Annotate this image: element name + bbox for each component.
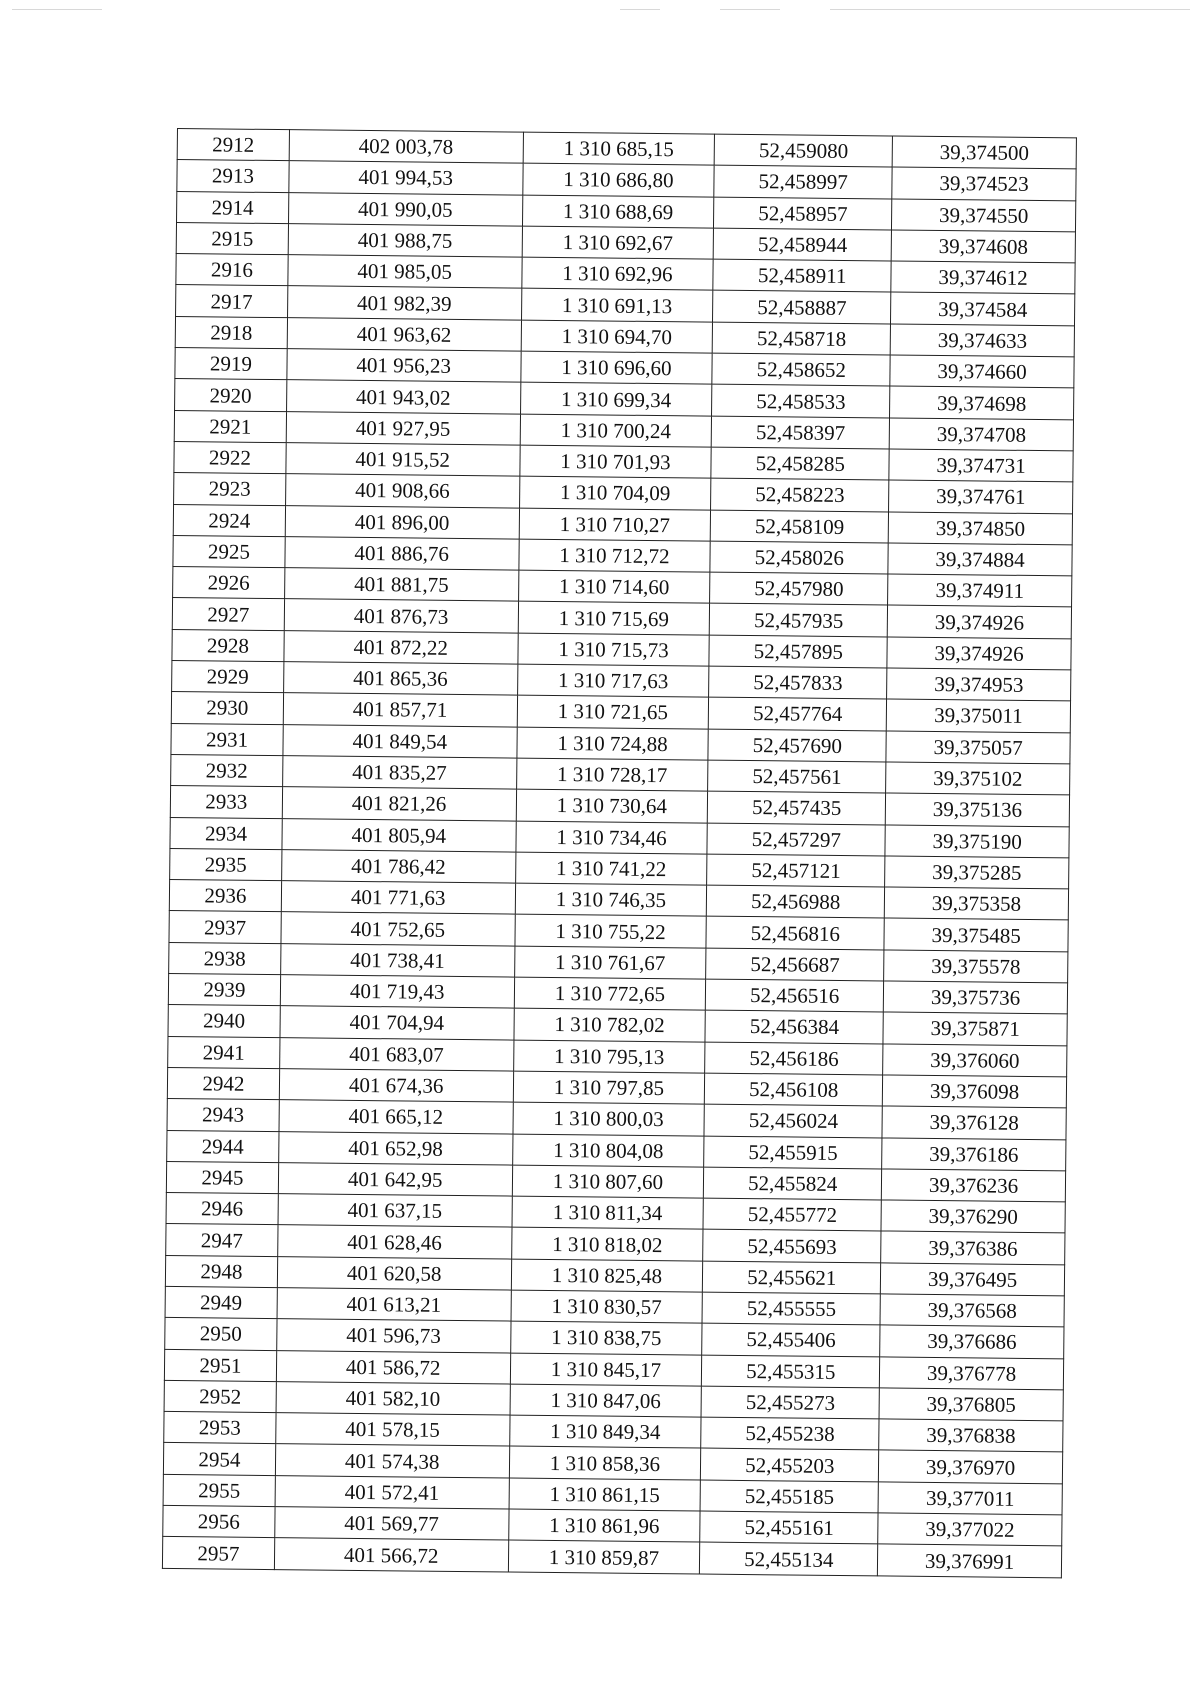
y-coordinate-cell: 1 310 746,35 [515,883,707,916]
longitude-cell: 39,375485 [884,918,1068,951]
point-number-cell: 2957 [162,1537,274,1569]
y-coordinate-cell: 1 310 692,67 [522,226,714,259]
x-coordinate-cell: 401 943,02 [286,380,520,414]
x-coordinate-cell: 401 674,36 [279,1069,513,1103]
x-coordinate-cell: 401 578,15 [276,1413,510,1447]
scan-artifact [830,9,1190,10]
point-number-cell: 2949 [165,1286,277,1318]
latitude-cell: 52,455915 [704,1136,882,1169]
latitude-cell: 52,458887 [713,291,891,324]
point-number-cell: 2926 [173,567,285,599]
latitude-cell: 52,457980 [710,572,888,605]
latitude-cell: 52,455824 [704,1167,882,1200]
point-number-cell: 2940 [168,1005,280,1037]
x-coordinate-cell: 402 003,78 [289,130,523,164]
x-coordinate-cell: 401 915,52 [286,443,520,477]
y-coordinate-cell: 1 310 755,22 [515,915,707,948]
x-coordinate-cell: 401 628,46 [278,1225,512,1259]
latitude-cell: 52,455406 [702,1323,880,1356]
y-coordinate-cell: 1 310 859,87 [508,1540,700,1573]
longitude-cell: 39,374698 [890,386,1074,419]
x-coordinate-cell: 401 849,54 [283,724,517,758]
longitude-cell: 39,375190 [885,824,1069,857]
latitude-cell: 52,455315 [702,1355,880,1388]
latitude-cell: 52,458533 [712,384,890,417]
y-coordinate-cell: 1 310 692,96 [521,257,713,290]
longitude-cell: 39,374911 [888,574,1072,607]
longitude-cell: 39,375358 [884,887,1068,920]
y-coordinate-cell: 1 310 861,15 [509,1478,701,1511]
point-number-cell: 2946 [166,1193,278,1225]
longitude-cell: 39,376236 [881,1169,1065,1202]
point-number-cell: 2914 [177,191,289,223]
x-coordinate-cell: 401 857,71 [283,693,517,727]
x-coordinate-cell: 401 574,38 [275,1444,509,1478]
latitude-cell: 52,458109 [711,510,889,543]
y-coordinate-cell: 1 310 838,75 [510,1321,702,1354]
y-coordinate-cell: 1 310 741,22 [515,852,707,885]
longitude-cell: 39,376186 [882,1137,1066,1170]
longitude-cell: 39,375136 [885,793,1069,826]
scan-artifact [620,9,660,10]
longitude-cell: 39,376991 [878,1544,1062,1577]
latitude-cell: 52,458957 [714,197,892,230]
y-coordinate-cell: 1 310 845,17 [510,1353,702,1386]
point-number-cell: 2937 [169,911,281,943]
longitude-cell: 39,376290 [881,1200,1065,1233]
point-number-cell: 2931 [171,723,283,755]
longitude-cell: 39,376686 [880,1325,1064,1358]
latitude-cell: 52,458652 [712,353,890,386]
latitude-cell: 52,457297 [707,823,885,856]
longitude-cell: 39,374612 [891,261,1075,294]
longitude-cell: 39,376970 [879,1450,1063,1483]
point-number-cell: 2939 [168,973,280,1005]
y-coordinate-cell: 1 310 691,13 [521,289,713,322]
longitude-cell: 39,374884 [888,543,1072,576]
point-number-cell: 2925 [173,535,285,567]
y-coordinate-cell: 1 310 715,69 [518,602,710,635]
latitude-cell: 52,458718 [713,322,891,355]
x-coordinate-cell: 401 908,66 [285,474,519,508]
point-number-cell: 2922 [174,441,286,473]
longitude-cell: 39,376778 [880,1357,1064,1390]
y-coordinate-cell: 1 310 715,73 [517,633,709,666]
latitude-cell: 52,457435 [708,791,886,824]
y-coordinate-cell: 1 310 804,08 [512,1134,704,1167]
x-coordinate-cell: 401 927,95 [286,411,520,445]
latitude-cell: 52,455273 [701,1386,879,1419]
longitude-cell: 39,374633 [890,324,1074,357]
y-coordinate-cell: 1 310 701,93 [519,445,711,478]
latitude-cell: 52,458997 [714,165,892,198]
y-coordinate-cell: 1 310 772,65 [514,977,706,1010]
longitude-cell: 39,376568 [880,1294,1064,1327]
x-coordinate-cell: 401 963,62 [287,317,521,351]
y-coordinate-cell: 1 310 724,88 [516,727,708,760]
longitude-cell: 39,374608 [891,230,1075,263]
y-coordinate-cell: 1 310 795,13 [513,1040,705,1073]
point-number-cell: 2956 [163,1505,275,1537]
latitude-cell: 52,458285 [711,447,889,480]
y-coordinate-cell: 1 310 721,65 [517,695,709,728]
y-coordinate-cell: 1 310 694,70 [521,320,713,353]
longitude-cell: 39,374523 [892,167,1076,200]
latitude-cell: 52,455621 [703,1261,881,1294]
point-number-cell: 2941 [168,1036,280,1068]
latitude-cell: 52,457935 [710,604,888,637]
y-coordinate-cell: 1 310 849,34 [509,1415,701,1448]
latitude-cell: 52,455203 [701,1449,879,1482]
point-number-cell: 2950 [165,1318,277,1350]
coordinates-table [162,128,1077,1578]
y-coordinate-cell: 1 310 825,48 [511,1259,703,1292]
longitude-cell: 39,376386 [881,1231,1065,1264]
longitude-cell: 39,377011 [878,1482,1062,1515]
longitude-cell: 39,375871 [883,1012,1067,1045]
x-coordinate-cell: 401 786,42 [281,849,515,883]
longitude-cell: 39,375057 [886,731,1070,764]
x-coordinate-cell: 401 596,73 [277,1319,511,1353]
x-coordinate-cell: 401 771,63 [281,881,515,915]
x-coordinate-cell: 401 582,10 [276,1381,510,1415]
longitude-cell: 39,376838 [879,1419,1063,1452]
x-coordinate-cell: 401 586,72 [276,1350,510,1384]
longitude-cell: 39,375736 [883,981,1067,1014]
latitude-cell: 52,458223 [711,478,889,511]
y-coordinate-cell: 1 310 710,27 [519,508,711,541]
longitude-cell: 39,375011 [886,699,1070,732]
y-coordinate-cell: 1 310 807,60 [512,1165,704,1198]
y-coordinate-cell: 1 310 811,34 [512,1196,704,1229]
x-coordinate-cell: 401 637,15 [278,1194,512,1228]
point-number-cell: 2928 [172,629,284,661]
x-coordinate-cell: 401 994,53 [289,161,523,195]
y-coordinate-cell: 1 310 700,24 [520,414,712,447]
x-coordinate-cell: 401 990,05 [288,192,522,226]
point-number-cell: 2932 [171,754,283,786]
x-coordinate-cell: 401 642,95 [278,1162,512,1196]
latitude-cell: 52,457121 [707,854,885,887]
latitude-cell: 52,458026 [710,541,888,574]
point-number-cell: 2935 [170,848,282,880]
longitude-cell: 39,374850 [888,512,1072,545]
latitude-cell: 52,459080 [714,134,892,167]
point-number-cell: 2952 [164,1380,276,1412]
point-number-cell: 2947 [166,1224,278,1256]
y-coordinate-cell: 1 310 688,69 [522,195,714,228]
x-coordinate-cell: 401 886,76 [285,537,519,571]
latitude-cell: 52,456687 [706,948,884,981]
point-number-cell: 2953 [164,1412,276,1444]
y-coordinate-cell: 1 310 734,46 [515,821,707,854]
x-coordinate-cell: 401 620,58 [277,1256,511,1290]
x-coordinate-cell: 401 719,43 [280,975,514,1009]
point-number-cell: 2915 [176,222,288,254]
x-coordinate-cell: 401 896,00 [285,505,519,539]
y-coordinate-cell: 1 310 686,80 [522,163,714,196]
point-number-cell: 2929 [172,661,284,693]
point-number-cell: 2936 [169,880,281,912]
longitude-cell: 39,374584 [891,292,1075,325]
latitude-cell: 52,455185 [700,1480,878,1513]
x-coordinate-cell: 401 988,75 [288,224,522,258]
x-coordinate-cell: 401 835,27 [282,756,516,790]
latitude-cell: 52,456186 [705,1042,883,1075]
point-number-cell: 2924 [173,504,285,536]
longitude-cell: 39,374926 [887,637,1071,670]
x-coordinate-cell: 401 985,05 [288,255,522,289]
latitude-cell: 52,457690 [708,729,886,762]
y-coordinate-cell: 1 310 714,60 [518,570,710,603]
y-coordinate-cell: 1 310 858,36 [509,1447,701,1480]
point-number-cell: 2921 [174,410,286,442]
y-coordinate-cell: 1 310 728,17 [516,758,708,791]
x-coordinate-cell: 401 683,07 [280,1037,514,1071]
y-coordinate-cell: 1 310 712,72 [518,539,710,572]
x-coordinate-cell: 401 738,41 [280,943,514,977]
x-coordinate-cell: 401 876,73 [284,599,518,633]
point-number-cell: 2954 [163,1443,275,1475]
point-number-cell: 2948 [165,1255,277,1287]
latitude-cell: 52,457895 [709,635,887,668]
point-number-cell: 2912 [177,129,289,161]
x-coordinate-cell: 401 956,23 [287,349,521,383]
x-coordinate-cell: 401 569,77 [275,1507,509,1541]
latitude-cell: 52,455772 [703,1198,881,1231]
x-coordinate-cell: 401 665,12 [279,1100,513,1134]
y-coordinate-cell: 1 310 847,06 [510,1384,702,1417]
x-coordinate-cell: 401 613,21 [277,1288,511,1322]
latitude-cell: 52,458911 [713,259,891,292]
x-coordinate-cell: 401 865,36 [283,662,517,696]
point-number-cell: 2938 [169,942,281,974]
point-number-cell: 2942 [167,1067,279,1099]
y-coordinate-cell: 1 310 699,34 [520,382,712,415]
x-coordinate-cell: 401 982,39 [287,286,521,320]
latitude-cell: 52,456024 [704,1104,882,1137]
longitude-cell: 39,374500 [892,136,1076,169]
longitude-cell: 39,376805 [879,1388,1063,1421]
longitude-cell: 39,377022 [878,1513,1062,1546]
longitude-cell: 39,376495 [881,1263,1065,1296]
x-coordinate-cell: 401 805,94 [282,818,516,852]
x-coordinate-cell: 401 704,94 [280,1006,514,1040]
latitude-cell: 52,455161 [700,1511,878,1544]
longitude-cell: 39,375285 [885,856,1069,889]
x-coordinate-cell: 401 652,98 [279,1131,513,1165]
longitude-cell: 39,376128 [882,1106,1066,1139]
x-coordinate-cell: 401 752,65 [281,912,515,946]
latitude-cell: 52,456816 [706,917,884,950]
point-number-cell: 2944 [167,1130,279,1162]
longitude-cell: 39,374550 [892,199,1076,232]
x-coordinate-cell: 401 872,22 [284,630,518,664]
longitude-cell: 39,374708 [889,418,1073,451]
x-coordinate-cell: 401 881,75 [284,568,518,602]
longitude-cell: 39,374660 [890,355,1074,388]
latitude-cell: 52,458397 [712,416,890,449]
point-number-cell: 2913 [177,160,289,192]
longitude-cell: 39,374953 [887,668,1071,701]
scan-artifact [12,9,102,10]
point-number-cell: 2918 [175,316,287,348]
point-number-cell: 2955 [163,1474,275,1506]
longitude-cell: 39,374761 [889,480,1073,513]
latitude-cell: 52,455238 [701,1417,879,1450]
point-number-cell: 2923 [174,473,286,505]
point-number-cell: 2945 [166,1161,278,1193]
point-number-cell: 2943 [167,1099,279,1131]
latitude-cell: 52,457561 [708,760,886,793]
longitude-cell: 39,374731 [889,449,1073,482]
point-number-cell: 2916 [176,254,288,286]
y-coordinate-cell: 1 310 782,02 [514,1008,706,1041]
point-number-cell: 2919 [175,348,287,380]
y-coordinate-cell: 1 310 730,64 [516,789,708,822]
point-number-cell: 2920 [175,379,287,411]
scan-artifact [720,9,780,10]
y-coordinate-cell: 1 310 696,60 [520,351,712,384]
y-coordinate-cell: 1 310 861,96 [508,1509,700,1542]
point-number-cell: 2951 [164,1349,276,1381]
y-coordinate-cell: 1 310 830,57 [511,1290,703,1323]
latitude-cell: 52,456988 [707,885,885,918]
y-coordinate-cell: 1 310 761,67 [514,946,706,979]
latitude-cell: 52,455134 [700,1542,878,1575]
latitude-cell: 52,457764 [709,697,887,730]
latitude-cell: 52,456108 [705,1073,883,1106]
point-number-cell: 2927 [172,598,284,630]
y-coordinate-cell: 1 310 818,02 [511,1227,703,1260]
y-coordinate-cell: 1 310 800,03 [513,1102,705,1135]
latitude-cell: 52,455555 [702,1292,880,1325]
latitude-cell: 52,456516 [706,979,884,1012]
longitude-cell: 39,375578 [884,950,1068,983]
y-coordinate-cell: 1 310 797,85 [513,1071,705,1104]
y-coordinate-cell: 1 310 685,15 [523,132,715,165]
longitude-cell: 39,375102 [886,762,1070,795]
longitude-cell: 39,376098 [882,1075,1066,1108]
latitude-cell: 52,455693 [703,1229,881,1262]
point-number-cell: 2917 [176,285,288,317]
point-number-cell: 2933 [170,786,282,818]
latitude-cell: 52,456384 [705,1010,883,1043]
y-coordinate-cell: 1 310 704,09 [519,476,711,509]
y-coordinate-cell: 1 310 717,63 [517,664,709,697]
x-coordinate-cell: 401 821,26 [282,787,516,821]
x-coordinate-cell: 401 566,72 [274,1538,508,1572]
x-coordinate-cell: 401 572,41 [275,1475,509,1509]
longitude-cell: 39,376060 [883,1044,1067,1077]
point-number-cell: 2930 [171,692,283,724]
latitude-cell: 52,457833 [709,666,887,699]
point-number-cell: 2934 [170,817,282,849]
latitude-cell: 52,458944 [714,228,892,261]
coordinates-table-body [162,129,1076,1578]
longitude-cell: 39,374926 [887,605,1071,638]
